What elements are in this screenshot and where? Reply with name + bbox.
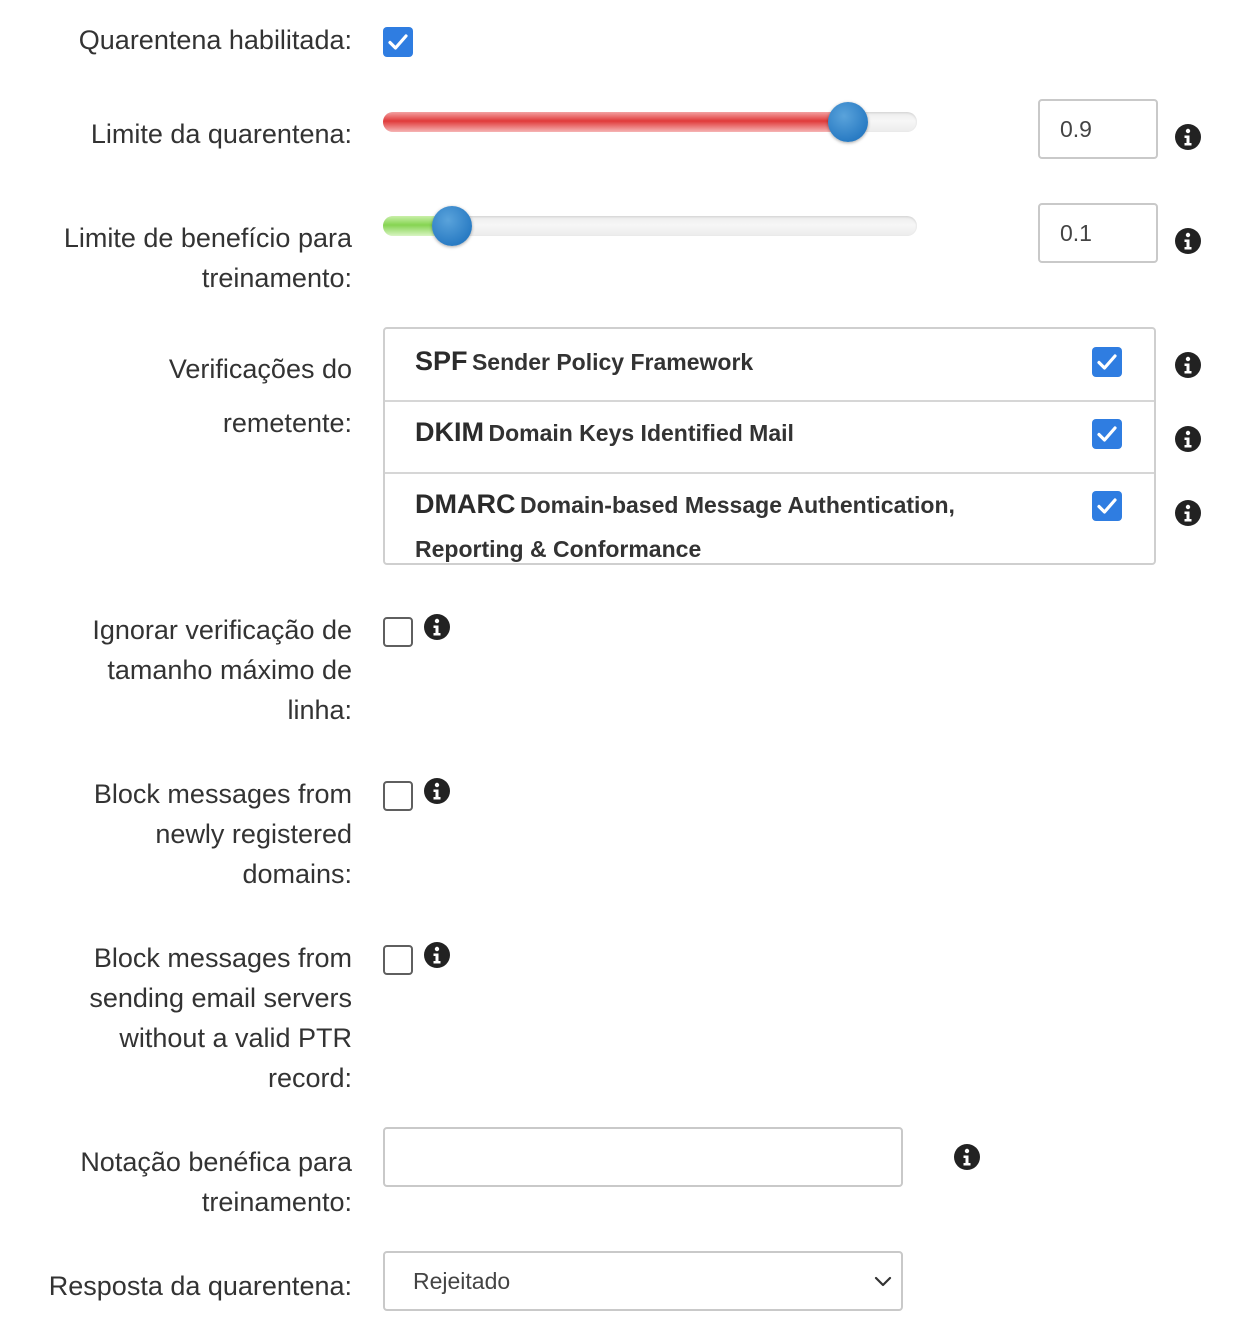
block-no-ptr-label-line3: without a valid PTR bbox=[119, 1023, 352, 1053]
info-icon[interactable] bbox=[1174, 227, 1202, 255]
spf-abbr: SPF bbox=[415, 346, 468, 376]
quarantine-threshold-handle[interactable] bbox=[828, 102, 868, 142]
dkim-full-name: Domain Keys Identified Mail bbox=[488, 420, 794, 446]
dkim-abbr: DKIM bbox=[415, 417, 484, 447]
block-no-ptr-label bbox=[89, 938, 352, 1098]
block-no-ptr-label-line2: sending email servers bbox=[89, 983, 352, 1013]
quarantine-threshold-input[interactable]: 0.9 bbox=[1038, 99, 1158, 159]
checkmark-icon bbox=[1092, 419, 1122, 449]
ignore-line-length-label bbox=[92, 610, 352, 730]
dmarc-abbr: DMARC bbox=[415, 489, 516, 519]
info-icon[interactable] bbox=[423, 777, 451, 805]
spf-checkbox[interactable] bbox=[1092, 347, 1122, 377]
ignore-line-length-label-line2: tamanho máximo de bbox=[107, 655, 352, 685]
quarantine-response-selected: Rejeitado bbox=[413, 1268, 511, 1294]
info-icon[interactable] bbox=[1174, 425, 1202, 453]
block-new-domains-label-line2: newly registered bbox=[155, 819, 352, 849]
chevron-down-icon bbox=[873, 1271, 893, 1291]
sender-check-dmarc bbox=[385, 474, 1154, 563]
training-threshold-label bbox=[64, 218, 352, 298]
ignore-line-length-checkbox[interactable] bbox=[383, 617, 413, 647]
quarantine-response-select[interactable] bbox=[383, 1251, 903, 1311]
dkim-checkbox[interactable] bbox=[1092, 419, 1122, 449]
sender-checks-label bbox=[169, 342, 352, 450]
dmarc-full-name-line1: Domain-based Message Authentication, bbox=[519, 492, 955, 518]
info-icon[interactable] bbox=[1174, 351, 1202, 379]
info-icon[interactable] bbox=[423, 613, 451, 641]
block-no-ptr-label-line4: record: bbox=[267, 1063, 352, 1093]
sender-checks-label-line2: remetente: bbox=[222, 408, 352, 438]
training-threshold-handle[interactable] bbox=[432, 206, 472, 246]
quarantine-threshold-label: Limite da quarentena: bbox=[90, 119, 352, 149]
sender-check-spf bbox=[385, 329, 1154, 400]
training-notation-input[interactable] bbox=[383, 1127, 903, 1187]
block-new-domains-label-line1: Block messages from bbox=[93, 779, 352, 809]
info-icon[interactable] bbox=[953, 1143, 981, 1171]
quarantine-response-label: Resposta da quarentena: bbox=[48, 1271, 352, 1301]
block-no-ptr-checkbox[interactable] bbox=[383, 945, 413, 975]
checkmark-icon bbox=[383, 27, 413, 57]
training-notation-label-line2: treinamento: bbox=[201, 1187, 352, 1217]
spf-full-name: Sender Policy Framework bbox=[471, 349, 754, 375]
training-threshold-label-line1: Limite de benefício para bbox=[63, 223, 352, 253]
quarantine-threshold-fill bbox=[383, 112, 854, 132]
dmarc-checkbox[interactable] bbox=[1092, 491, 1122, 521]
checkmark-icon bbox=[1092, 491, 1122, 521]
block-new-domains-label bbox=[94, 774, 352, 894]
sender-checks-panel bbox=[383, 327, 1156, 565]
quarantine-threshold-slider[interactable] bbox=[383, 112, 917, 132]
block-new-domains-checkbox[interactable] bbox=[383, 781, 413, 811]
info-icon[interactable] bbox=[423, 941, 451, 969]
block-new-domains-label-line3: domains: bbox=[242, 859, 352, 889]
checkmark-icon bbox=[1092, 347, 1122, 377]
sender-checks-label-line1: Verificações do bbox=[168, 354, 352, 384]
training-threshold-input[interactable]: 0.1 bbox=[1038, 203, 1158, 263]
info-icon[interactable] bbox=[1174, 123, 1202, 151]
training-threshold-slider[interactable] bbox=[383, 216, 917, 236]
dmarc-full-name-line2: Reporting & Conformance bbox=[415, 536, 702, 562]
ignore-line-length-label-line1: Ignorar verificação de bbox=[92, 615, 352, 645]
block-no-ptr-label-line1: Block messages from bbox=[93, 943, 352, 973]
ignore-line-length-label-line3: linha: bbox=[287, 695, 352, 725]
sender-check-dkim bbox=[385, 402, 1154, 472]
training-notation-label bbox=[80, 1142, 352, 1222]
training-threshold-label-line2: treinamento: bbox=[201, 263, 352, 293]
training-notation-label-line1: Notação benéfica para bbox=[80, 1147, 352, 1177]
quarantine-enabled-checkbox[interactable] bbox=[383, 27, 413, 57]
quarantine-enabled-label: Quarentena habilitada: bbox=[78, 25, 352, 55]
info-icon[interactable] bbox=[1174, 499, 1202, 527]
